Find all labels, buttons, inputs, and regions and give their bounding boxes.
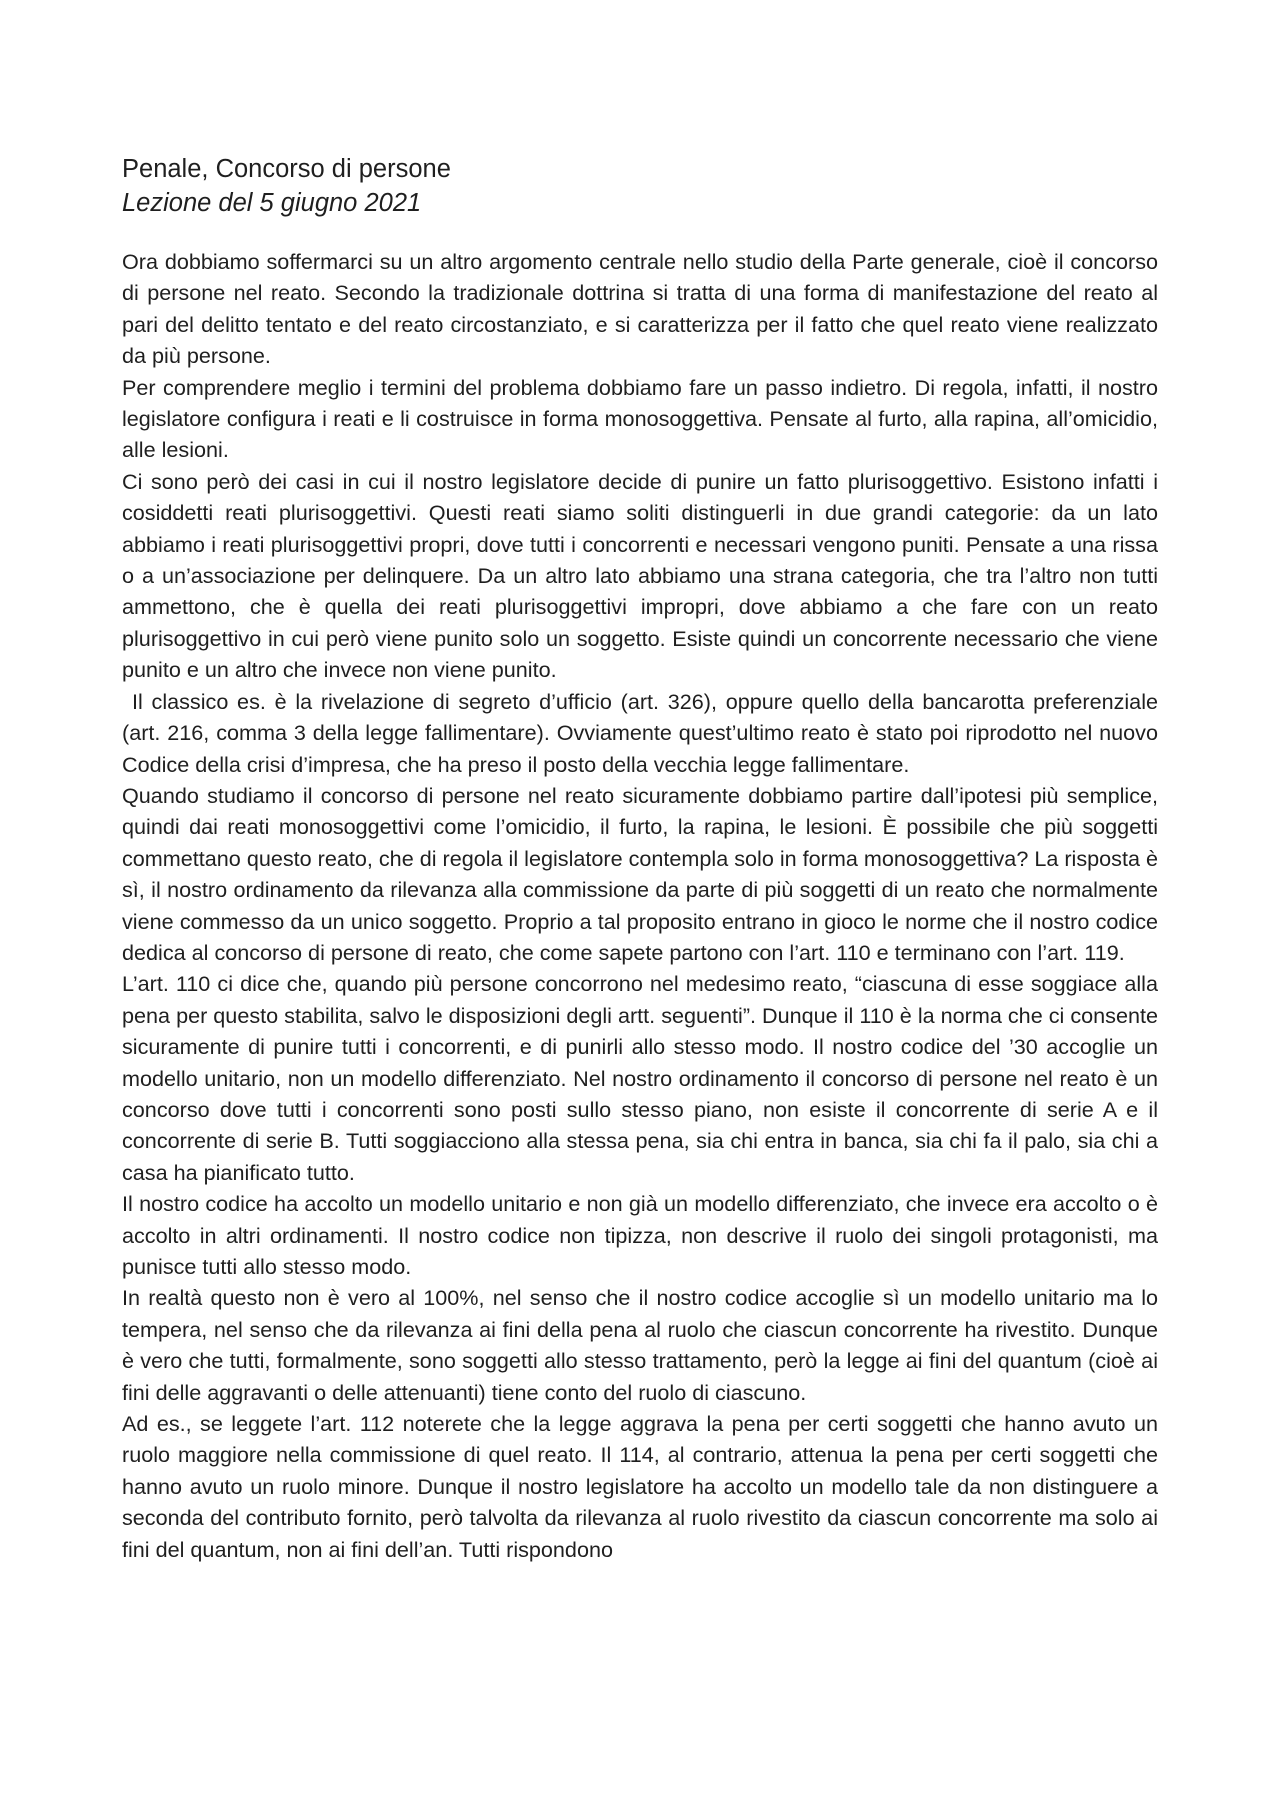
document-title: Penale, Concorso di persone — [122, 155, 451, 183]
paragraph: Ad es., se leggete l’art. 112 noterete che la legge aggrava la pena per certi soggetti che hanno avuto un ruolo maggiore nella commissione di quel reato. Il 114, al contrario, attenua la pena per certi soggetti che hanno avuto un ruolo minore. Dunque il nostro legislatore ha accolto un modello tale da non distinguere a seconda del contributo fornito, però talvolta da rilevanza al ruolo rivestito da ciascun concorrente ma solo ai fini del quantum, non ai fini dell’an. Tutti rispondono — [122, 1411, 1158, 1562]
document-subtitle: Lezione del 5 giugno 2021 — [122, 189, 422, 217]
paragraph: Per comprendere meglio i termini del problema dobbiamo fare un passo indietro. Di regola, infatti, il nostro legislatore configura i reati e li costruisce in forma monosoggettiva. Pensate al furto, alla rapina, all’omicidio, alle lesioni. — [122, 374, 1158, 463]
paragraph: Ci sono però dei casi in cui il nostro legislatore decide di punire un fatto plurisoggettivo. Esistono infatti i cosiddetti reati plurisoggettivi. Questi reati siamo soliti distinguerli in due grandi categorie: da un lato abbiamo i reati plurisoggettivi propri, dove tutti i concorrenti e necessari vengono puniti. Pensate a una rissa o a un’associazione per delinquere. Da un altro lato abbiamo una strana categoria, che tra l’altro non tutti ammettono, che è quella dei reati plurisoggettivi impropri, dove abbiamo a che fare con un reato plurisoggettivo in cui però viene punito solo un soggetto. Esiste quindi un concorrente necessario che viene punito e un altro che invece non viene punito. — [122, 468, 1158, 683]
paragraph: Ora dobbiamo soffermarci su un altro argomento centrale nello studio della Parte generale, cioè il concorso di persone nel reato. Secondo la tradizionale dottrina si tratta di una forma di manifestazione del reato al pari del delitto tentato e del reato circostanziato, e si caratterizza per il fatto che quel reato viene realizzato da più persone. — [122, 249, 1158, 369]
document-page — [122, 152, 1158, 1565]
paragraph: L’art. 110 ci dice che, quando più persone concorrono nel medesimo reato, “ciascuna di esse soggiace alla pena per questo stabilita, salvo le disposizioni degli artt. seguenti”. Dunque il 110 è la norma che ci consente sicuramente di punire tutti i concorrenti, e di punirli allo stesso modo. Il nostro codice del ’30 accoglie un modello unitario, non un modello differenziato. Nel nostro ordinamento il concorso di persone nel reato è un concorso dove tutti i concorrenti sono posti sullo stesso piano, non esiste il concorrente di serie A e il concorrente di serie B. Tutti soggiacciono alla stessa pena, sia chi entra in banca, sia chi fa il palo, sia chi a casa ha pianificato tutto. — [122, 971, 1158, 1185]
paragraph: Il classico es. è la rivelazione di segreto d’ufficio (art. 326), oppure quello della bancarotta preferenziale (art. 216, comma 3 della legge fallimentare). Ovviamente quest’ultimo reato è stato poi riprodotto nel nuovo Codice della crisi d’impresa, che ha preso il posto della vecchia legge fallimentare. — [122, 688, 1158, 777]
paragraph: Il nostro codice ha accolto un modello unitario e non già un modello differenziato, che invece era accolto o è accolto in altri ordinamenti. Il nostro codice non tipizza, non descrive il ruolo dei singoli protagonisti, ma punisce tutti allo stesso modo. — [122, 1191, 1158, 1279]
paragraph: In realtà questo non è vero al 100%, nel senso che il nostro codice accoglie sì un modello unitario ma lo tempera, nel senso che da rilevanza ai fini della pena al ruolo che ciascun concorrente ha rivestito. Dunque è vero che tutti, formalmente, sono soggetti allo stesso trattamento, però la legge ai fini del quantum (cioè ai fini delle aggravanti o delle attenuanti) tiene conto del ruolo di ciascuno. — [122, 1285, 1158, 1405]
paragraph: Quando studiamo il concorso di persone nel reato sicuramente dobbiamo partire dall’ipotesi più semplice, quindi dai reati monosoggettivi come l’omicidio, il furto, la rapina, le lesioni. È possibile che più soggetti commettano questo reato, che di regola il legislatore contempla solo in forma monosoggettiva? La risposta è sì, il nostro ordinamento da rilevanza alla commissione da parte di più soggetti di un reato che normalmente viene commesso da un unico soggetto. Proprio a tal proposito entrano in gioco le norme che il nostro codice dedica al concorso di persone di reato, che come sapete partono con l’art. 110 e terminano con l’art. 119. — [122, 782, 1158, 965]
